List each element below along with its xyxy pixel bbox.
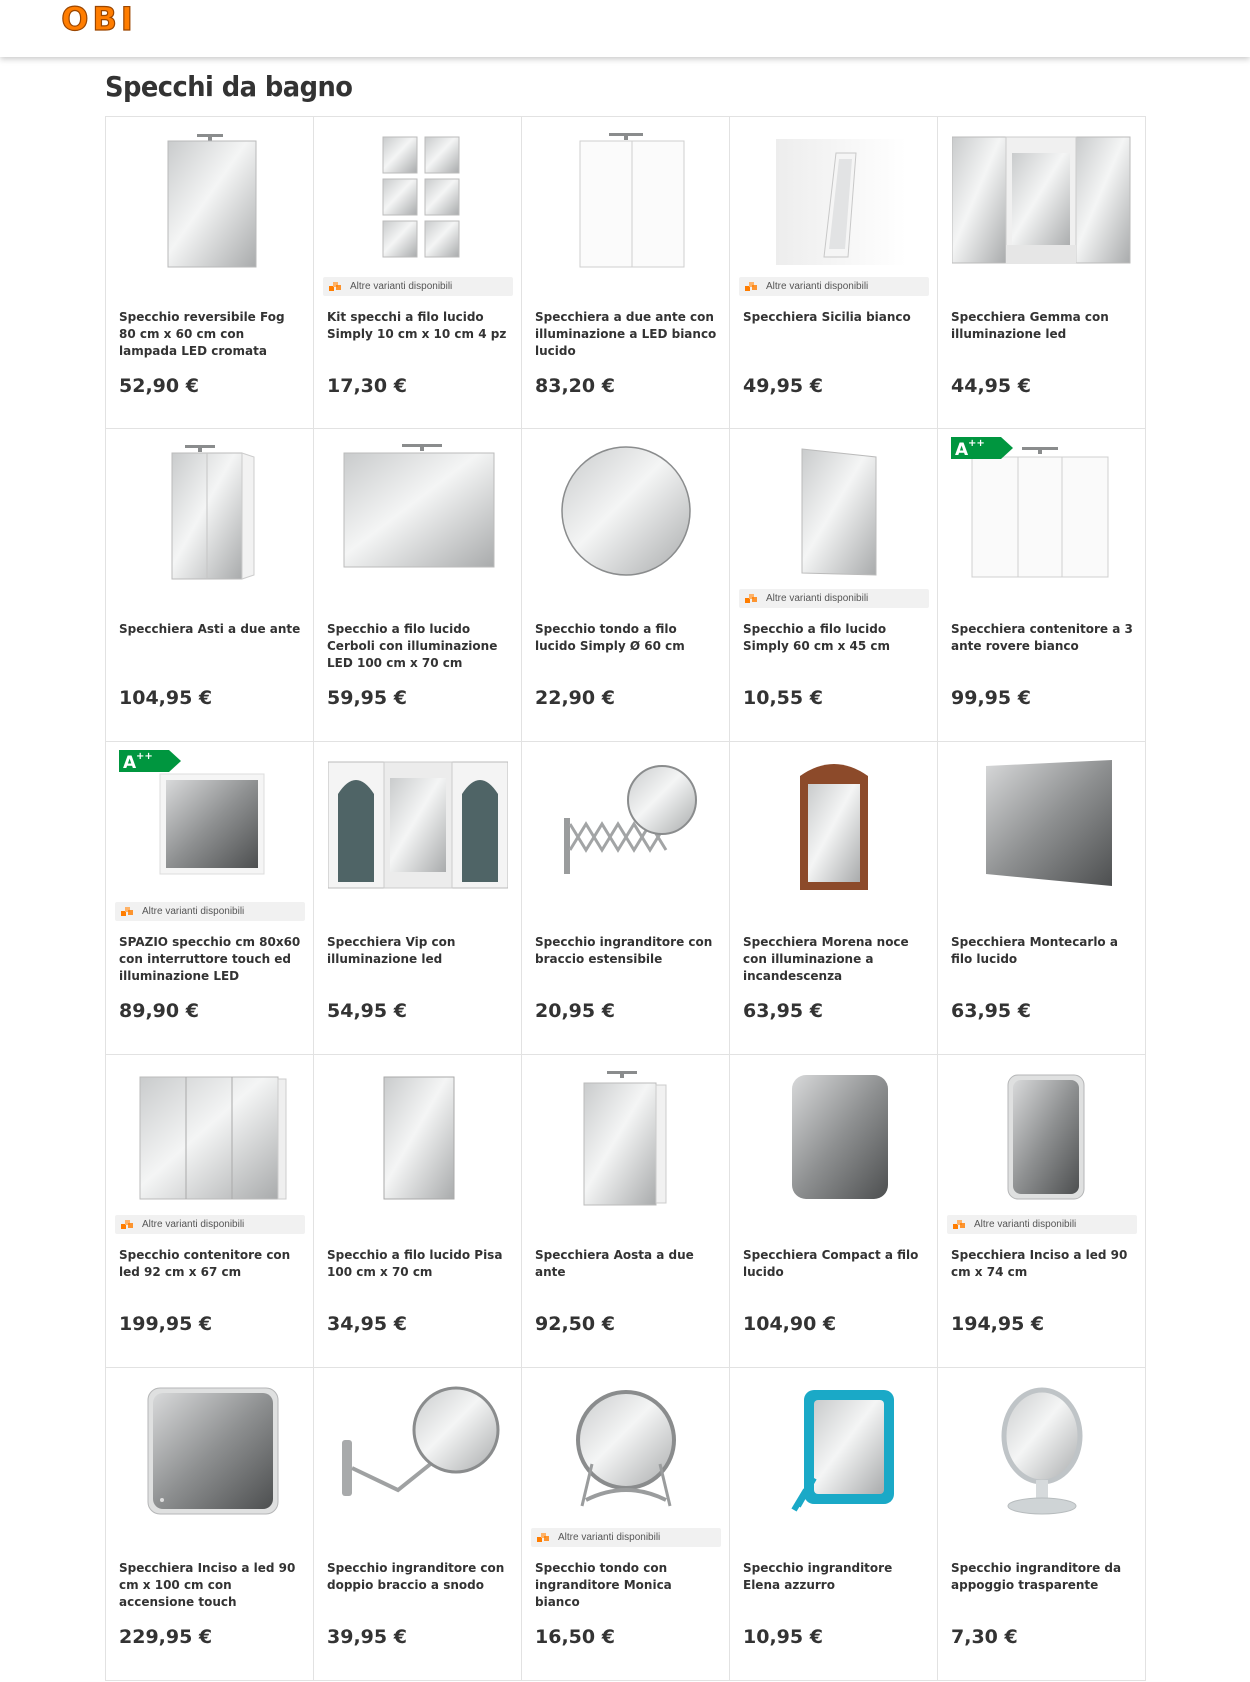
svg-text:A: A [955, 440, 969, 459]
cabinet-side-image[interactable] [120, 441, 300, 581]
variants-icon [745, 593, 757, 604]
cabinet-lamp-image[interactable] [536, 1067, 716, 1207]
product-card[interactable] [314, 1368, 522, 1681]
product-price: 52,90 € [119, 375, 199, 397]
led-mirror-image[interactable] [120, 754, 300, 894]
product-card[interactable] [106, 1055, 314, 1368]
product-price: 92,50 € [535, 1313, 615, 1335]
product-price: 63,95 € [743, 1000, 823, 1022]
variants-icon [953, 1219, 965, 1230]
led-cabinet-image[interactable] [120, 1067, 300, 1207]
product-price: 22,90 € [535, 687, 615, 709]
product-card[interactable] [730, 1368, 938, 1681]
variants-badge[interactable] [531, 1528, 721, 1547]
dark-mirror-image[interactable] [952, 754, 1132, 894]
product-name[interactable]: Specchio ingranditore con doppio braccio a snodo [327, 1561, 505, 1592]
product-price: 63,95 € [951, 1000, 1031, 1022]
product-card[interactable] [106, 1368, 314, 1681]
product-name[interactable]: Specchiera Sicilia bianco [743, 310, 911, 324]
variants-badge[interactable] [115, 902, 305, 921]
variants-badge[interactable] [323, 277, 513, 296]
rect-mirror-image[interactable] [744, 441, 924, 581]
product-name[interactable]: Specchiera Gemma con illuminazione led [951, 310, 1109, 341]
variants-icon [121, 1219, 133, 1230]
svg-text:++: ++ [136, 751, 153, 762]
product-card[interactable] [106, 742, 314, 1055]
product-name[interactable]: Kit specchi a filo lucido Simply 10 cm x 10 cm 4 pz [327, 310, 507, 341]
product-card[interactable] [522, 116, 730, 429]
product-card[interactable] [730, 742, 938, 1055]
svg-text:A: A [123, 753, 137, 772]
product-card[interactable] [314, 1055, 522, 1368]
product-name[interactable]: Specchiera Montecarlo a filo lucido [951, 935, 1118, 966]
variants-label: Altre varianti disponibili [766, 281, 869, 292]
product-card[interactable] [730, 116, 938, 429]
product-card[interactable] [106, 429, 314, 742]
product-name[interactable]: Specchiera Vip con illuminazione led [327, 935, 456, 966]
product-name[interactable]: Specchio ingranditore Elena azzurro [743, 1561, 893, 1592]
product-card[interactable] [522, 1368, 730, 1681]
product-price: 104,95 € [119, 687, 213, 709]
product-card[interactable] [314, 742, 522, 1055]
product-card[interactable] [522, 742, 730, 1055]
three-door-cabinet-image[interactable] [952, 441, 1132, 581]
product-grid [105, 116, 1145, 1681]
product-price: 39,95 € [327, 1626, 407, 1648]
product-price: 7,30 € [951, 1626, 1018, 1648]
product-card[interactable] [938, 1368, 1146, 1681]
variants-badge[interactable] [115, 1215, 305, 1234]
product-price: 10,55 € [743, 687, 823, 709]
variants-label: Altre varianti disponibili [766, 593, 869, 604]
product-name[interactable]: Specchio reversibile Fog 80 cm x 60 cm con lampada LED cromata [119, 310, 285, 358]
double-arm-mirror-image[interactable] [328, 1380, 508, 1520]
variants-badge[interactable] [947, 1215, 1137, 1234]
product-price: 104,90 € [743, 1313, 837, 1335]
product-name[interactable]: Specchiera Aosta a due ante [535, 1248, 694, 1279]
variants-label: Altre varianti disponibili [558, 1532, 661, 1543]
product-card[interactable] [730, 1055, 938, 1368]
product-name[interactable]: Specchio a filo lucido Simply 60 cm x 45 cm [743, 622, 891, 653]
product-price: 199,95 € [119, 1313, 213, 1335]
product-price: 54,95 € [327, 1000, 407, 1022]
tall-mirror-image[interactable] [328, 1067, 508, 1207]
blue-stand-mirror-image[interactable] [744, 1380, 924, 1520]
touch-led-mirror-image[interactable] [120, 1380, 300, 1520]
obi-logo[interactable] [34, 4, 164, 34]
product-card[interactable] [938, 429, 1146, 742]
variants-badge[interactable] [739, 277, 929, 296]
product-price: 59,95 € [327, 687, 407, 709]
page-title: Specchi da bagno [105, 70, 353, 103]
wide-mirror-lamp-image[interactable] [328, 441, 508, 581]
product-price: 89,90 € [119, 1000, 199, 1022]
product-price: 49,95 € [743, 375, 823, 397]
energy-label-badge [951, 437, 1013, 459]
product-price: 99,95 € [951, 687, 1031, 709]
wood-frame-mirror-image[interactable] [744, 754, 924, 894]
product-card[interactable] [938, 1055, 1146, 1368]
product-card[interactable] [314, 116, 522, 429]
open-cabinet-image[interactable] [952, 129, 1132, 269]
product-card[interactable] [106, 116, 314, 429]
product-price: 16,50 € [535, 1626, 615, 1648]
product-name[interactable]: Specchio tondo con ingranditore Monica bianco [535, 1561, 672, 1609]
product-price: 44,95 € [951, 375, 1031, 397]
product-name[interactable]: Specchio ingranditore con braccio estensibile [535, 935, 713, 966]
stand-round-mirror-image[interactable] [536, 1380, 716, 1520]
variants-label: Altre varianti disponibili [142, 1219, 245, 1230]
svg-text:OBI: OBI [61, 4, 137, 34]
site-header [0, 0, 1250, 57]
product-name[interactable]: Specchiera Asti a due ante [119, 622, 301, 636]
product-card[interactable] [938, 742, 1146, 1055]
rect-mirror-lamp-image[interactable] [120, 129, 300, 269]
variants-badge[interactable] [739, 589, 929, 608]
product-name[interactable]: Specchio a filo lucido Pisa 100 cm x 70 cm [327, 1248, 503, 1279]
product-price: 83,20 € [535, 375, 615, 397]
product-card[interactable] [314, 429, 522, 742]
product-card[interactable] [522, 1055, 730, 1368]
led-rounded-mirror-image[interactable] [952, 1067, 1132, 1207]
variants-label: Altre varianti disponibili [350, 281, 453, 292]
variants-label: Altre varianti disponibili [142, 906, 245, 917]
product-price: 20,95 € [535, 1000, 615, 1022]
product-price: 34,95 € [327, 1313, 407, 1335]
two-door-cabinet-image[interactable] [536, 129, 716, 269]
product-name[interactable]: Specchiera Inciso a led 90 cm x 100 cm con accensione touch [119, 1561, 296, 1609]
product-price: 10,95 € [743, 1626, 823, 1648]
variants-icon [745, 281, 757, 292]
extendable-arm-mirror-image[interactable] [536, 754, 716, 894]
energy-label-badge [119, 750, 181, 772]
product-name[interactable]: Specchio contenitore con led 92 cm x 67 cm [119, 1248, 291, 1279]
variants-icon [329, 281, 341, 292]
product-card[interactable] [730, 429, 938, 742]
product-price: 229,95 € [119, 1626, 213, 1648]
round-mirror-image[interactable] [536, 441, 716, 581]
product-price: 17,30 € [327, 375, 407, 397]
product-name[interactable]: Specchiera Inciso a led 90 cm x 74 cm [951, 1248, 1128, 1279]
product-name[interactable]: Specchiera a due ante con illuminazione a LED bianco lucido [535, 310, 717, 358]
product-name[interactable]: Specchiera Morena noce con illuminazione a incandescenza [743, 935, 909, 983]
product-card[interactable] [522, 429, 730, 742]
product-price: 194,95 € [951, 1313, 1045, 1335]
variants-label: Altre varianti disponibili [974, 1219, 1077, 1230]
product-name[interactable]: SPAZIO specchio cm 80x60 con interruttore touch ed illuminazione LED [119, 935, 301, 983]
product-card[interactable] [938, 116, 1146, 429]
clear-stand-mirror-image[interactable] [952, 1380, 1132, 1520]
product-name[interactable]: Specchio tondo a filo lucido Simply Ø 60 cm [535, 622, 685, 653]
variants-icon [537, 1532, 549, 1543]
product-name[interactable]: Specchiera Compact a filo lucido [743, 1248, 919, 1279]
product-name[interactable]: Specchio a filo lucido Cerboli con illuminazione LED 100 cm x 70 cm [327, 622, 498, 670]
standing-mirror-image[interactable] [744, 129, 924, 269]
rounded-mirror-image[interactable] [744, 1067, 924, 1207]
mirror-tiles-image[interactable] [328, 129, 508, 269]
product-name[interactable]: Specchio ingranditore da appoggio trasparente [951, 1561, 1122, 1592]
product-name[interactable]: Specchiera contenitore a 3 ante rovere bianco [951, 622, 1133, 653]
svg-text:++: ++ [968, 438, 985, 449]
arched-cabinet-image[interactable] [328, 754, 508, 894]
variants-icon [121, 906, 133, 917]
